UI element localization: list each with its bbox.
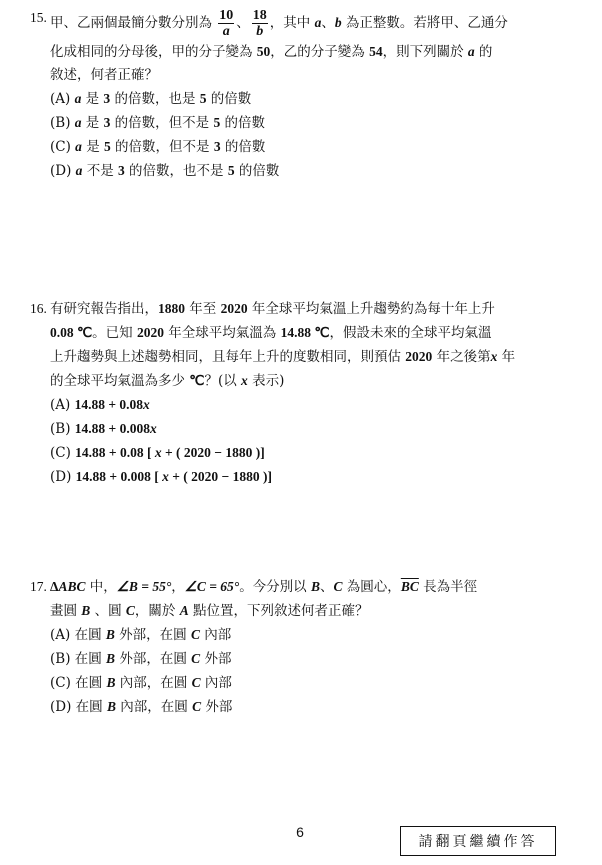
question-stem-line: 的全球平均氣溫為多少 ℃？(以 x 表示)	[50, 373, 285, 389]
option-d[interactable]: (D) 在圓 B 內部，在圓 C 外部	[50, 699, 233, 715]
turn-page-notice: 請翻頁繼續作答	[400, 826, 556, 856]
question-stem-line: 甲、乙兩個最簡分數分別為 $\frac{10}{a}$ 、 $\frac{18}{b}$ ，其中 a、b 為正整數。若將甲、乙通分	[50, 8, 508, 39]
option-d[interactable]: (D) a 不是 3 的倍數，也不是 5 的倍數	[50, 163, 280, 179]
question-stem-line: 0.08 ℃。已知 2020 年全球平均氣溫為 14.88 ℃，假設未來的全球平均氣溫	[50, 325, 492, 341]
answer-options	[30, 87, 570, 183]
option-c[interactable]: (C) 14.88 + 0.08 [ x + ( 2020 − 1880 )]	[50, 445, 265, 461]
question-number: 16.	[30, 301, 47, 316]
fraction-10-over-a: $\frac{10}{a}$	[219, 8, 234, 39]
page-number: 6	[296, 824, 304, 840]
question-17	[30, 575, 570, 719]
question-stem-line: 有研究報告指出，1880 年至 2020 年全球平均氣溫上升趨勢約為每十年上升	[50, 301, 495, 317]
question-stem-line: 畫圓 B 、圓 C，關於 A 點位置，下列敘述何者正確？	[50, 603, 369, 619]
question-16	[30, 297, 570, 489]
option-b[interactable]: (B) 14.88 + 0.008x	[50, 421, 157, 437]
option-c[interactable]: (C) 在圓 B 內部，在圓 C 內部	[50, 675, 232, 691]
option-a[interactable]: (A) 14.88 + 0.08x	[50, 397, 150, 413]
question-stem-line: 上升趨勢與上述趨勢相同，且每年上升的度數相同，則預估 2020 年之後第x 年	[50, 349, 516, 365]
option-c[interactable]: (C) a 是 5 的倍數，但不是 3 的倍數	[50, 139, 266, 155]
option-a[interactable]: (A) 在圓 B 外部，在圓 C 內部	[50, 627, 232, 643]
question-number: 15.	[30, 10, 47, 25]
question-stem-line: ΔABC 中，∠B = 55°，∠C = 65°。今分別以 B、C 為圓心，$\overline{BC}$ 長為半徑	[50, 579, 478, 595]
question-stem-line: 化成相同的分母後，甲的分子變為 50，乙的分子變為 54，則下列關於 a 的	[50, 44, 493, 60]
answer-options	[30, 393, 570, 489]
question-stem-line: 敘述，何者正確？	[50, 67, 158, 83]
option-b[interactable]: (B) a 是 3 的倍數，但不是 5 的倍數	[50, 115, 265, 131]
option-d[interactable]: (D) 14.88 + 0.008 [ x + ( 2020 − 1880 )]	[50, 469, 272, 485]
segment-bc: $\overline{BC}$	[400, 579, 419, 594]
question-number: 17.	[30, 579, 47, 594]
fraction-18-over-b: $\frac{18}{b}$	[252, 8, 267, 39]
option-a[interactable]: (A) a 是 3 的倍數，也是 5 的倍數	[50, 91, 252, 107]
option-b[interactable]: (B) 在圓 B 外部，在圓 C 外部	[50, 651, 232, 667]
answer-options	[30, 623, 570, 719]
question-15	[30, 6, 570, 183]
